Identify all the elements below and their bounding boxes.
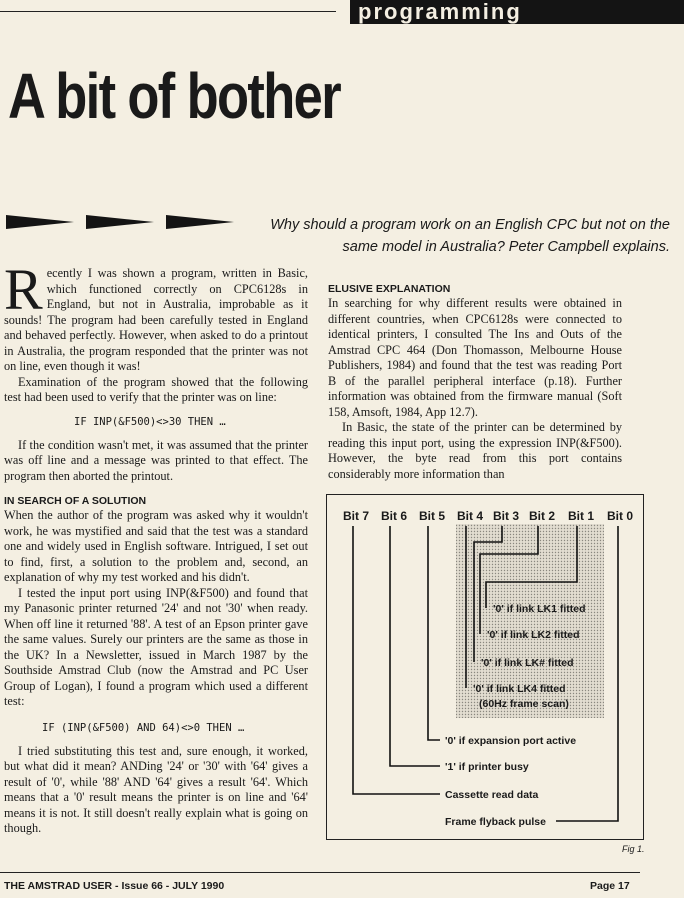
shaded-label: '0' if link LK# fitted: [481, 657, 574, 669]
bit-label: Bit 1: [568, 509, 595, 523]
bit-label: Bit 5: [419, 509, 446, 523]
paragraph: If the condition wasn't met, it was assumed that the printer was off line and a message was printed to that effect. The program then aborted the printout.: [4, 437, 308, 483]
bit-label: Bit 3: [493, 509, 520, 523]
footer-publication: THE AMSTRAD USER - Issue 66 - JULY 1990: [4, 880, 225, 892]
bit-description: '0' if expansion port active: [445, 735, 577, 747]
code-line: IF INP(&F500)<>30 THEN …: [74, 415, 226, 428]
bit-description: Cassette read data: [445, 789, 539, 801]
paragraph: In Basic, the state of the printer can be determined by reading this input port, using the expression INP(&F500). However, the byte read from this port contains considerably more information than: [328, 420, 622, 481]
code-line: IF (INP(&F500) AND 64)<>0 THEN …: [42, 721, 245, 734]
shaded-label: '0' if link LK2 fitted: [487, 629, 580, 641]
paragraph: When the author of the program was asked why it wouldn't work, he was mystified and said that the test was a standard one and widely used in English software. Intrigued, I set out to find, first, a solution to the problem and, second, an explanation of why my test worked and his didn't.: [4, 508, 308, 584]
headline: A bit of bother: [8, 60, 340, 132]
figure-caption: Fig 1.: [622, 844, 645, 854]
arrows-decoration: [6, 213, 246, 231]
shaded-label: (60Hz frame scan): [479, 698, 569, 710]
footer-rule: [0, 872, 640, 873]
figure-box: [326, 494, 644, 840]
bit-label: Bit 2: [529, 509, 556, 523]
left-column: [4, 257, 308, 837]
page-number: Page 17: [590, 880, 630, 892]
subheading: ELUSIVE EXPLANATION: [328, 283, 451, 295]
paragraph: ecently I was shown a program, written in Basic, which functioned correctly on CPC6128s in England, but not in Australia, improbable as it sounds! The program had been carefully tested in England and behaved perfectly. However, when asked to do a printout in Australia, the program responded that the printer was not on line, even though it was!: [4, 266, 308, 373]
paragraph: Examination of the program showed that the following test had been used to verify that the printer was on line:: [4, 374, 308, 404]
right-column: [328, 282, 622, 482]
bit-label: Bit 6: [381, 509, 408, 523]
bit-label: Bit 0: [607, 509, 634, 523]
shaded-label: '0' if link LK1 fitted: [493, 603, 586, 615]
bit-description: Frame flyback pulse: [445, 816, 546, 828]
section-label: programming: [350, 0, 684, 24]
paragraph: In searching for why different results were obtained in different countries, when CPC6128s were connected to identical printers, I consulted The Ins and Outs of the Amstrad CPC 464 (Don Thomasson, Melbourne House Publishers, 1984) and found that the test was reading Port B of the parallel peripheral interface (p.18). Further information was obtained from the firmware manual (Soft 158, Amsoft, 1984, App 12.7).: [328, 296, 622, 419]
section-rule: [0, 11, 336, 12]
bit-label: Bit 4: [457, 509, 484, 523]
paragraph: I tested the input port using INP(&F500) and found that my Panasonic printer returned '24' and not '30' when ready. When off line it returned '88'. A test of an Epson printer gave the same values. Surely our printers are the same as those in the UK? In a Newsletter, issued in March 1987 by the Southside Amstrad Club (now the Amstrad and PC User Group of Logan), I found a program which used a different test:: [4, 585, 308, 708]
dropcap: R: [4, 257, 43, 322]
paragraph: I tried substituting this test and, sure enough, it worked, but what did it mean? ANDing '24' or '30' with '64' gives a result of '0', while '88' AND '64' gives a result '64'. Which means that a '0' result means the printer is on line and '64' means it is not. It still doesn't really explain what is going on though.: [4, 743, 308, 835]
bit-description: '1' if printer busy: [445, 761, 529, 773]
shaded-label: '0' if link LK4 fitted: [473, 683, 566, 695]
bit-label: Bit 7: [343, 509, 370, 523]
subheading: IN SEARCH OF A SOLUTION: [4, 495, 147, 507]
standfirst: Why should a program work on an English CPC but not on the same model in Australia? Peter Campbell explains.: [270, 217, 670, 255]
